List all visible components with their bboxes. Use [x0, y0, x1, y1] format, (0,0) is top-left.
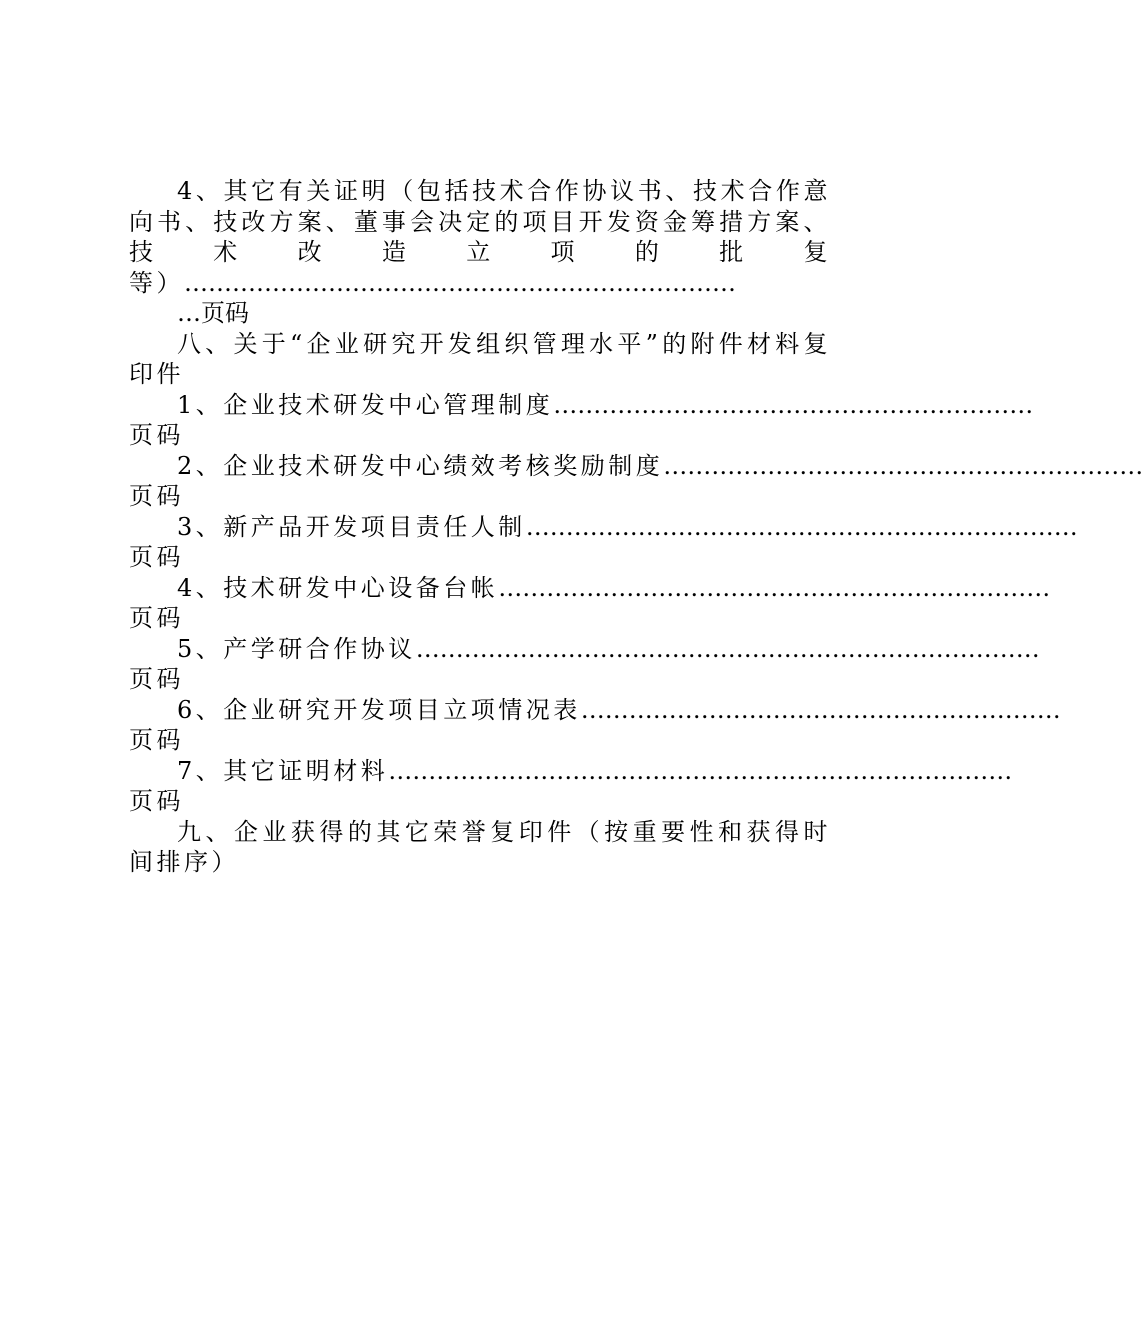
dot-leader: ……………………………………………………………	[525, 512, 1078, 541]
dot-leader: ……………………………………………………………	[184, 268, 736, 297]
dot-leader: ……………………………………………………………………	[415, 634, 1040, 663]
page-number-label: 页码	[129, 787, 184, 815]
other-certificates-text: 4、其它有关证明（包括技术合作协议书、技术合作意向书、技改方案、董事会决定的项目开发资金筹措方案、技术改造立项的批复等）	[129, 177, 831, 297]
page-number-label: 页码	[129, 543, 184, 571]
page-number-label: 页码	[129, 421, 184, 449]
page-number-label: 页码	[129, 665, 184, 693]
toc-entry	[129, 390, 1034, 451]
toc-entry	[129, 451, 1143, 512]
other-certificates-entry	[129, 176, 831, 329]
toc-entry	[129, 634, 1040, 695]
dot-leader: ……………………………………………………………	[498, 573, 1051, 602]
dot-leader: ……………………………………………………	[663, 451, 1143, 480]
toc-entry	[129, 573, 1051, 634]
toc-entry	[129, 512, 1078, 573]
dot-leader: ……………………………………………………	[553, 390, 1034, 419]
page-number-label: 页码	[129, 726, 184, 754]
entry-label: 2、企业技术研发中心绩效考核奖励制度	[177, 451, 664, 480]
entry-label: 6、企业研究开发项目立项情况表	[177, 695, 581, 724]
entry-label: 4、技术研发中心设备台帐	[177, 573, 499, 602]
toc-entry	[129, 756, 1013, 817]
page-number-label: 页码	[129, 604, 184, 632]
entry-label: 3、新产品开发项目责任人制	[177, 512, 526, 541]
section-heading-9: 九、企业获得的其它荣誉复印件（按重要性和获得时间排序）	[129, 817, 831, 876]
entry-label: 5、产学研合作协议	[177, 634, 416, 663]
document-page	[129, 176, 1143, 878]
dot-leader: ……………………………………………………………………	[388, 756, 1013, 785]
toc-entry	[129, 695, 1061, 756]
entry-label: 1、企业技术研发中心管理制度	[177, 390, 554, 419]
entry-label: 7、其它证明材料	[177, 756, 389, 785]
section-heading-8: 八、关于“企业研究开发组织管理水平”的附件材料复印件	[129, 329, 831, 388]
page-number-label: …页码	[177, 299, 249, 327]
page-number-label: 页码	[129, 482, 184, 510]
dot-leader: ……………………………………………………	[580, 695, 1061, 724]
